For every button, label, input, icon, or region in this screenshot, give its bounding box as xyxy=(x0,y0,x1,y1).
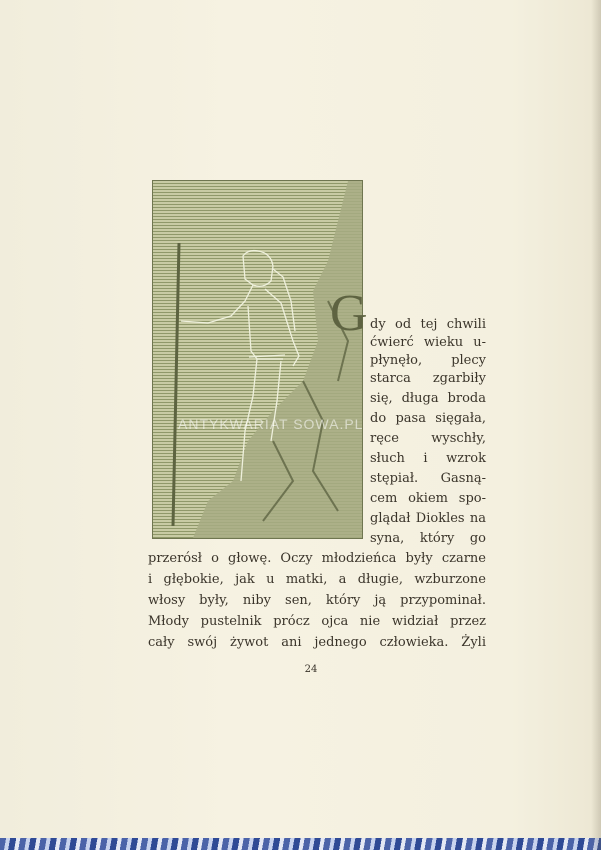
text-line: się, długa broda xyxy=(370,391,486,406)
text-line: stępiał. Gasną- xyxy=(370,471,486,486)
text-line: i głębokie, jak u matki, a długie, wzburzone xyxy=(148,572,486,587)
egyptian-relief-illustration xyxy=(152,180,363,539)
relief-figure-icon xyxy=(153,181,362,538)
text-line: słuch i wzrok xyxy=(370,451,486,466)
text-line: glądał Diokles na xyxy=(370,511,486,526)
text-line: ćwierć wieku u- xyxy=(370,335,486,350)
text-line: Młody pustelnik prócz ojca nie widział przez xyxy=(148,614,486,629)
text-line: przerósł o głowę. Oczy młodzieńca były czarne xyxy=(148,551,486,566)
text-line: dy od tej chwili xyxy=(370,317,486,332)
text-line: cały swój żywot ani jednego człowieka. Żyli xyxy=(148,635,486,650)
text-line: płynęło, plecy xyxy=(370,353,486,368)
text-line: cem okiem spo- xyxy=(370,491,486,506)
text-line: starca zgarbiły xyxy=(370,371,486,386)
text-line: do pasa sięgała, xyxy=(370,411,486,426)
drop-cap: G xyxy=(330,285,368,342)
text-line: syna, który go xyxy=(370,531,486,546)
cover-edge xyxy=(0,838,601,850)
page-number: 24 xyxy=(304,664,318,675)
watermark: ANTYKWARIAT SOWA.PL xyxy=(178,416,364,432)
text-line: włosy były, niby sen, który ją przypominał. xyxy=(148,593,486,608)
text-line: ręce wyschły, xyxy=(370,431,486,446)
